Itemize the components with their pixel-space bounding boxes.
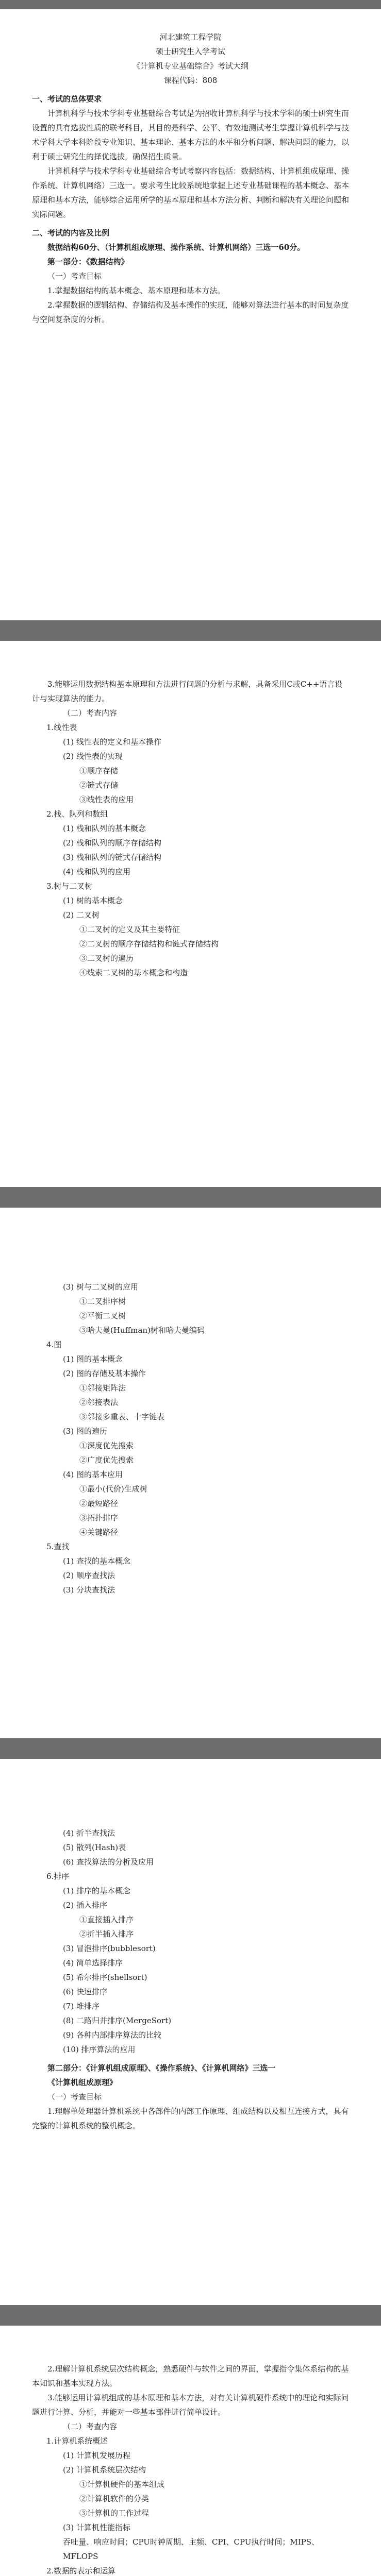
outline-item: (9) 各种内部排序算法的比较 (63, 2030, 162, 2040)
outline-item: 2.数据的表示和运算 (46, 2566, 116, 2575)
outline-item: 3.树与二叉树 (46, 882, 93, 891)
outline-item: (1) 线性表的定义和基本操作 (63, 737, 162, 747)
outline-item: 吞吐量、响应时间；CPU时钟周期、主频、CPI、CPU执行时间；MIPS、MFLOPS (63, 2537, 320, 2561)
outline-item: ①二叉排序树 (79, 1297, 126, 1306)
outline-item: ①计算机硬件的基本组成 (79, 2480, 165, 2489)
outline-item: ③拓扑排序 (79, 1513, 119, 1522)
subsection-heading: （二）考查内容 (63, 2422, 118, 2431)
outline-item: 4.图 (46, 1340, 62, 1349)
outline-item: (4) 图的基本应用 (63, 1470, 123, 1479)
outline-item: ①邻接矩阵法 (79, 1383, 126, 1393)
outline-item: (3) 树与二叉树的应用 (63, 1282, 139, 1292)
section-heading: 一、考试的总体要求 (32, 94, 102, 104)
document-page-2 (0, 641, 381, 1187)
outline-item: ①直接插入排序 (79, 1915, 134, 1924)
outline-item: (4) 折半查找法 (63, 1828, 115, 1838)
outline-item: (2) 插入排序 (63, 1901, 108, 1910)
outline-item: 5.查找 (46, 1542, 70, 1551)
outline-item: (2) 顺序查找法 (63, 1571, 115, 1580)
outline-item: (2) 线性表的实现 (63, 752, 123, 761)
document-page-5 (0, 2326, 381, 2576)
outline-item: ③哈夫曼(Huffman)树和哈夫曼编码 (79, 1326, 205, 1335)
outline-item: (3) 冒泡排序(bubblesort) (63, 1944, 156, 1953)
outline-item: ②邻接表法 (79, 1398, 119, 1407)
outline-item: (6) 快速排序 (63, 1987, 108, 1996)
part-heading: 第一部分：《数据结构》 (47, 257, 129, 266)
outline-item: ③邻接多重表、十字链表 (79, 1412, 165, 1421)
outline-item: ③计算机的工作过程 (79, 2509, 150, 2518)
outline-item: ②最短路径 (79, 1499, 119, 1508)
objective-item: 2.理解计算机系统层次结构概念，熟悉硬件与软件之间的界面，掌握指令集体系结构的基本知识和基本实现方法。 (32, 2364, 349, 2388)
outline-item: (8) 二路归并排序(MergeSort) (63, 2016, 172, 2025)
outline-item: ①最小(代价)生成树 (79, 1484, 147, 1494)
outline-item: ③线性表的应用 (79, 795, 134, 804)
objective-item: 2.掌握数据的逻辑结构、存储结构及基本操作的实现，能够对算法进行基本的时间复杂度与空间复杂度的分析。 (32, 300, 349, 324)
outline-item: ②计算机软件的分类 (79, 2494, 150, 2503)
outline-item: (3) 图的遍历 (63, 1427, 108, 1436)
exam-name: 硕士研究生入学考试 (155, 47, 225, 56)
outline-item: ①顺序存储 (79, 766, 119, 775)
school-name: 河北建筑工程学院 (159, 32, 222, 42)
document-page-1 (0, 9, 381, 620)
outline-item: (5) 希尔排序(shellsort) (63, 1973, 147, 1982)
outline-item: (1) 排序的基本概念 (63, 1886, 131, 1895)
score-allocation: 数据结构60分、（计算机组成原理、操作系统、计算机网络）三选一60分。 (47, 243, 305, 252)
outline-item: (10) 排序算法的应用 (63, 2045, 136, 2054)
outline-item: ④关键路径 (79, 1528, 119, 1537)
outline-item: (1) 图的基本概念 (63, 1354, 123, 1364)
outline-item: (7) 堆排序 (63, 2002, 100, 2011)
outline-item: ③二叉树的遍历 (79, 954, 134, 963)
subject-heading: 《计算机组成原理》 (47, 2078, 118, 2087)
objective-item: 1.理解单处理器计算机系统中各部件的内部工作原理、组成结构以及相互连接方式，具有完整的计算机系统的整机概念。 (32, 2107, 349, 2130)
outline-item: ②链式存储 (79, 781, 119, 790)
subsection-heading: （二）考查内容 (63, 708, 118, 718)
outline-item: (5) 散列(Hash)表 (63, 1843, 126, 1852)
course-code: 课程代码：808 (163, 76, 218, 85)
document-page-4 (0, 1759, 381, 2305)
outline-item: (1) 树的基本概念 (63, 896, 123, 905)
paragraph: 计算机科学与技术学科专业基础综合考试考察内容包括：数据结构、计算机组成原理、操作系统、计算机网络）三选一。要求考生比较系统地掌握上述专业基础课程的基本概念、基本原理和基本方法，能够综合运用所学的基本原理和基本方法分析、判断和解决有关理论问题和实际问题。 (32, 166, 350, 219)
outline-item: ②折半插入排序 (79, 1929, 134, 1939)
subsection-heading: （一）考查目标 (47, 272, 102, 281)
outline-item: (2) 计算机系统层次结构 (63, 2465, 146, 2475)
outline-item: (4) 栈和队列的应用 (63, 867, 131, 876)
outline-item: ①二叉树的定义及其主要特征 (79, 925, 180, 934)
paragraph: 计算机科学与技术学科专业基础综合考试是为招收计算机科学与技术学科的硕士研究生而设置的具有选拔性质的联考科目，其目的是科学、公平、有效地测试考生掌握计算机科学与技术学科大学本科阶段专业知识、基本理论、基本方法的水平和分析问题、解决问题的能力，以利于硕士研究生的择优选拔，确保招生质量。 (32, 109, 350, 161)
outline-item: (6) 查找算法的分析及应用 (63, 1857, 154, 1867)
outline-item: (2) 图的存储及基本操作 (63, 1369, 146, 1378)
objective-item: 3.能够运用计算机组成的基本原理和基本方法，对有关计算机硬件系统中的理论和实际问题进行计算、分析，并能对一些基本部件进行简单设计。 (32, 2393, 349, 2417)
outline-item: (3) 计算机性能指标 (63, 2523, 131, 2532)
section-heading: 二、考试的内容及比例 (32, 228, 110, 238)
syllabus-title: 《计算机专业基础综合》考试大纲 (132, 61, 249, 71)
outline-item: ④线索二叉树的基本概念和构造 (79, 968, 188, 977)
objective-item: 3.能够运用数据结构基本原理和方法进行问题的分析与求解，具备采用C或C++语言设计与实现算法的能力。 (32, 680, 343, 703)
outline-item: (2) 二叉树 (63, 910, 100, 920)
outline-item: 1.计算机系统概述 (46, 2436, 108, 2446)
outline-item: ②平衡二叉树 (79, 1311, 126, 1320)
outline-item: (2) 栈和队列的顺序存储结构 (63, 838, 162, 848)
outline-item: (4) 简单选择排序 (63, 1958, 123, 1968)
subsection-heading: （一）考查目标 (47, 2092, 102, 2102)
outline-item: 1.线性表 (46, 723, 77, 732)
objective-item: 1.掌握数据结构的基本概念、基本原理和基本方法。 (47, 286, 225, 295)
document-page-3 (0, 1208, 381, 1738)
part-heading: 第二部分：《计算机组成原理》、《操作系统》、《计算机网络》三选一 (47, 2063, 276, 2073)
outline-item: ②广度优先搜索 (79, 1455, 134, 1465)
outline-item: 6.排序 (46, 1872, 70, 1881)
outline-item: (1) 计算机发展历程 (63, 2451, 131, 2460)
outline-item: (1) 栈和队列的基本概念 (63, 824, 146, 833)
outline-item: 2.栈、队列和数组 (46, 809, 108, 819)
outline-item: (3) 分块查找法 (63, 1585, 115, 1595)
outline-item: (3) 栈和队列的链式存储结构 (63, 853, 162, 862)
outline-item: ②二叉树的顺序存储结构和链式存储结构 (79, 939, 219, 948)
outline-item: (1) 查找的基本概念 (63, 1556, 131, 1566)
outline-item: ①深度优先搜索 (79, 1441, 134, 1450)
